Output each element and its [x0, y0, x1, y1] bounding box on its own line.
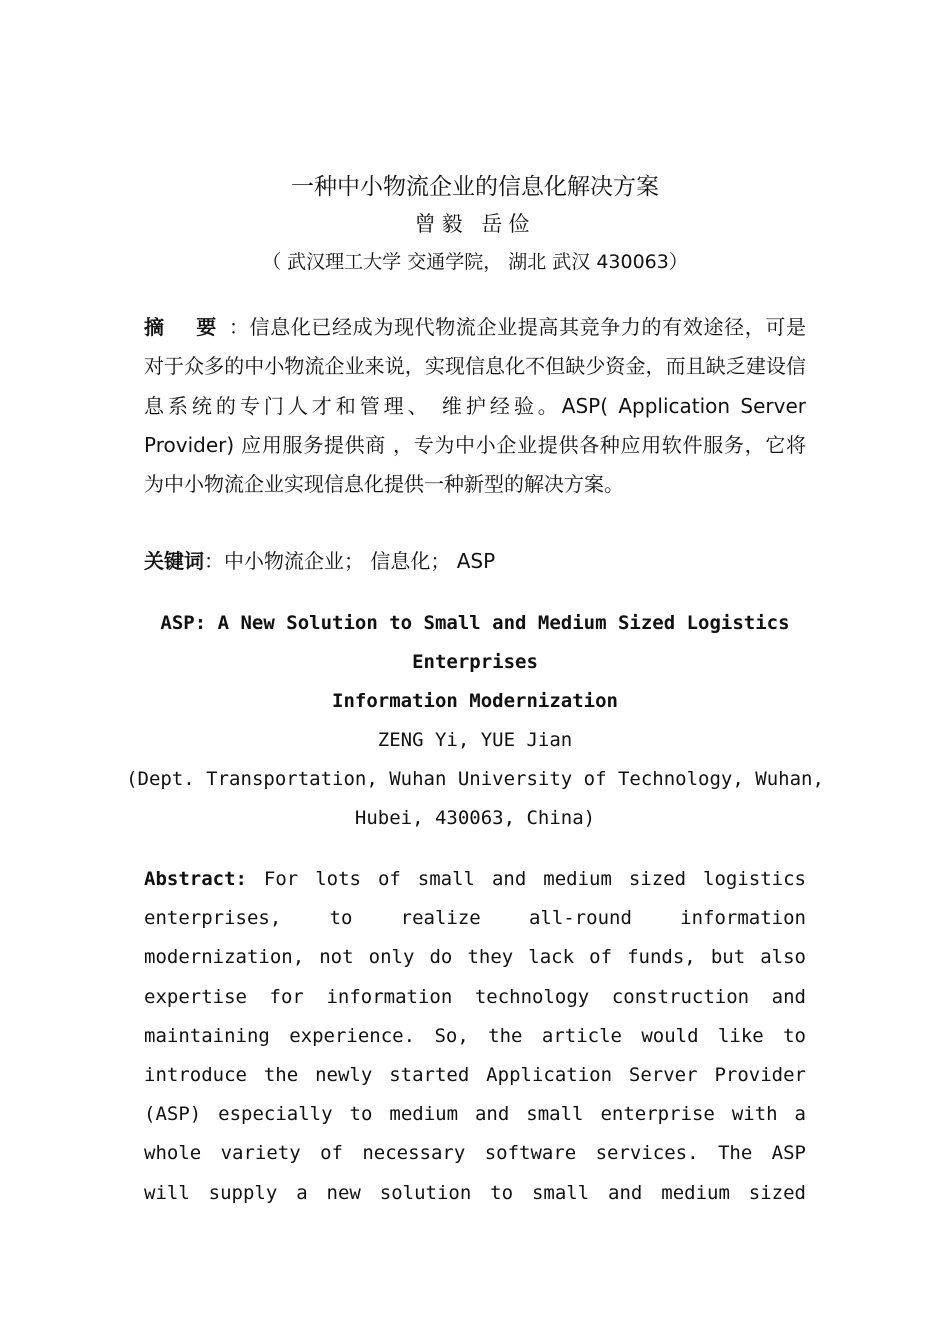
english-title-line-2: Enterprises: [412, 651, 538, 673]
english-title-line-3: Information Modernization: [332, 690, 618, 712]
chinese-abstract-text: ：信息化已经成为现代物流企业提高其竞争力的有效途径，可是对于众多的中小物流企业来说，实现信息化不但缺少资金，而且缺乏建设信息系统的专门人才和管理、 维护经验。ASP( Application Server Provider) 应用服务提供商 ，专为中小企业提供各种应用软件服务，它将为中小物流企业实现信息化提供一种新型的解决方案。: [144, 315, 807, 497]
english-abstract-text: For lots of small and medium sized logistics enterprises, to realize all-round information modernization, not only do they lack of funds, but also expertise for information technology construction and maintaining experience. So, the article would like to introduce the newly started Application Server Provider (ASP) especially to medium and small enterprise with a whole variety of necessary software services. The ASP will supply a new solution to small and medium sized: [144, 868, 806, 1204]
english-title-line-1: ASP: A New Solution to Small and Medium Sized Logistics: [160, 612, 790, 634]
english-affiliation: (Dept. Transportation, Wuhan University of Technology, Wuhan, Hubei, 430063, China): [126, 768, 824, 829]
chinese-title: 一种中小物流企业的信息化解决方案: [291, 174, 659, 200]
english-abstract-label: Abstract:: [144, 868, 247, 890]
english-authors: ZENG Yi, YUE Jian: [377, 729, 573, 751]
chinese-abstract-label: 摘 要: [144, 315, 229, 339]
english-abstract: [144, 860, 806, 1213]
chinese-affiliation: （ 武汉理工大学 交通学院， 湖北 武汉 430063）: [262, 251, 688, 273]
chinese-keywords-label: 关键词: [144, 549, 204, 573]
chinese-keywords: [144, 543, 806, 579]
chinese-abstract: [144, 308, 806, 504]
chinese-authors: 曾毅 岳俭: [414, 212, 536, 236]
english-title: [100, 604, 850, 721]
chinese-keywords-text: ：中小物流企业； 信息化； ASP: [204, 549, 496, 573]
